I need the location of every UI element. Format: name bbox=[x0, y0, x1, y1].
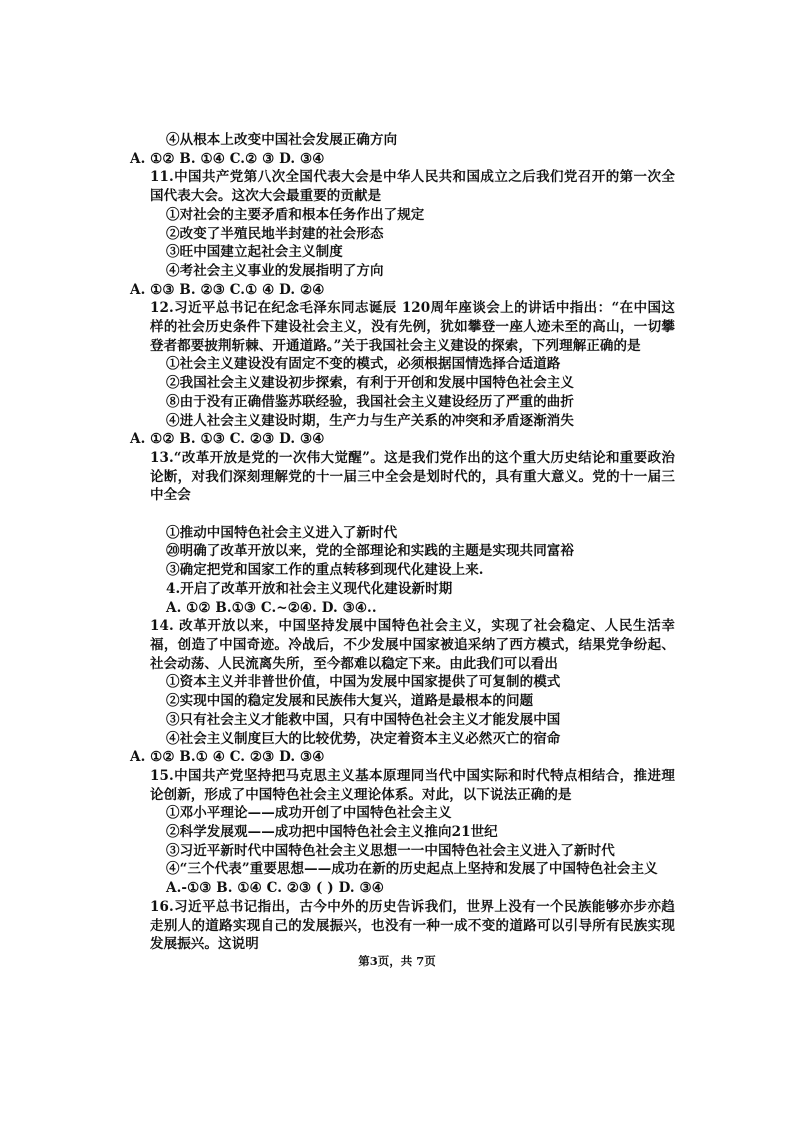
text-line: ③只有社会主义才能救中国，只有中国特色社会主义才能发展中国 bbox=[166, 711, 561, 728]
text-line: ②实现中国的稳定发展和民族伟大复兴，道路是最根本的问题 bbox=[166, 693, 534, 710]
text-line: 15.中国共产党坚持把马克思主义基本原理同当代中国实际和时代特点相结合，推进理论创新，形成了中国特色社会主义理论体系。对此，以下说法正确的是 bbox=[150, 767, 675, 803]
text-line: ④社会主义制度巨大的比较优势，决定着资本主义必然灭亡的宿命 bbox=[166, 730, 561, 747]
text-line: ⑳明确了改革开放以来，党的全部理论和实践的主题是实现共同富裕 bbox=[166, 543, 574, 560]
text-line: ①邓小平理论——成功开创了中国特色社会主义 bbox=[166, 805, 452, 822]
text-line: ④“三个代表”重要思想——成功在新的历史起点上坚持和发展了中国特色社会主义 bbox=[166, 861, 658, 878]
text-line: 16.习近平总书记指出，古今中外的历史告诉我们，世界上没有一个民族能够亦步亦趋走别人的道路实现自己的发展振兴，也没有一种一成不变的道路可以引导所有民族实现发展振兴。这说明 bbox=[150, 898, 675, 953]
text-line: ②改变了半殖民地半封建的社会形态 bbox=[166, 225, 384, 242]
text-line: A.-①③ B. ①④ C. ②③ ( ) D. ③④ bbox=[166, 880, 384, 897]
text-line: A. ①③ B. ②③ C.① ④ D. ②④ bbox=[130, 281, 325, 298]
text-line: ④从根本上改变中国社会发展正确方向 bbox=[166, 132, 398, 148]
text-line: ⑧由于没有正确借鉴苏联经验，我国社会主义建设经历了严重的曲折 bbox=[166, 393, 574, 410]
text-line: A. ①② B.① ④ C. ②③ D. ③④ bbox=[130, 749, 325, 766]
text-line: 11.中国共产党第八次全国代表大会是中华人民共和国成立之后我们党召开的第一次全国代表大会。这次大会最重要的贡献是 bbox=[150, 169, 675, 205]
text-line: A. ①② B. ①③ C. ②③ D. ③④ bbox=[130, 431, 325, 448]
text-line: ④考社会主义事业的发展指明了方向 bbox=[166, 262, 384, 279]
text-line: ④进人社会主义建设时期，生产力与生产关系的冲突和矛盾逐渐消失 bbox=[166, 412, 574, 429]
text-line: A. ①② B.①③ C.~②④. D. ③④.. bbox=[166, 599, 377, 616]
text-line: ①社会主义建设没有固定不变的模式，必须根据国情选择合适道路 bbox=[166, 356, 561, 373]
page-footer: 第3页，共 7页 bbox=[358, 954, 436, 968]
text-line: 13.“改革开放是党的一次伟大觉醒”。这是我们党作出的这个重大历史结论和重要政治论断，对我们深刻理解党的十一届三中全会是划时代的，具有重大意义。党的十一届三中全会 bbox=[150, 449, 675, 504]
text-line: ③确定把党和国家工作的重点转移到现代化建设上来. bbox=[166, 562, 484, 579]
text-line: 14. 改革开放以来，中国坚持发展中国特色社会主义，实现了社会稳定、人民生活幸福，创造了中国奇迹。冷战后，不少发展中国家被追采纳了西方模式，结果党争纷起、社会动荡、人民流离失所，至今都难以稳定下来。由此我们可以看出 bbox=[150, 618, 675, 672]
text-line: A. ①② B. ①④ C.② ③ D. ③④ bbox=[130, 150, 325, 167]
text-line: ②我国社会主义建设初步探索，有利于开创和发展中国特色社会主义 bbox=[166, 375, 574, 392]
text-line: ③旺中国建立起社会主义制度 bbox=[166, 244, 343, 261]
page-content bbox=[130, 131, 675, 954]
text-line: ①推动中国特色社会主义进入了新时代 bbox=[166, 524, 398, 541]
text-line bbox=[130, 505, 675, 524]
text-line: ①对社会的主要矛盾和根本任务作出了规定 bbox=[166, 206, 425, 223]
text-line: 4.开启了改革开放和社会主义现代化建设新时期 bbox=[166, 580, 453, 597]
text-line: 12.习近平总书记在纪念毛泽东同志诞辰 120周年座谈会上的讲话中指出：“在中国这样的社会历史条件下建设社会主义，没有先例，犹如攀登一座人迹未至的高山，一切攀登者都要披荆斩棘、开通道路。”关于我国社会主义建设的探索，下列理解正确的是 bbox=[150, 300, 675, 354]
text-line: ③习近平新时代中国特色社会主义思想一一中国特色社会主义进入了新时代 bbox=[166, 842, 615, 859]
text-line: ②科学发展观——成功把中国特色社会主义推向21世纪 bbox=[166, 824, 498, 841]
text-line: ①资本主义并非普世价值，中国为发展中国家提供了可复制的模式 bbox=[166, 674, 561, 691]
